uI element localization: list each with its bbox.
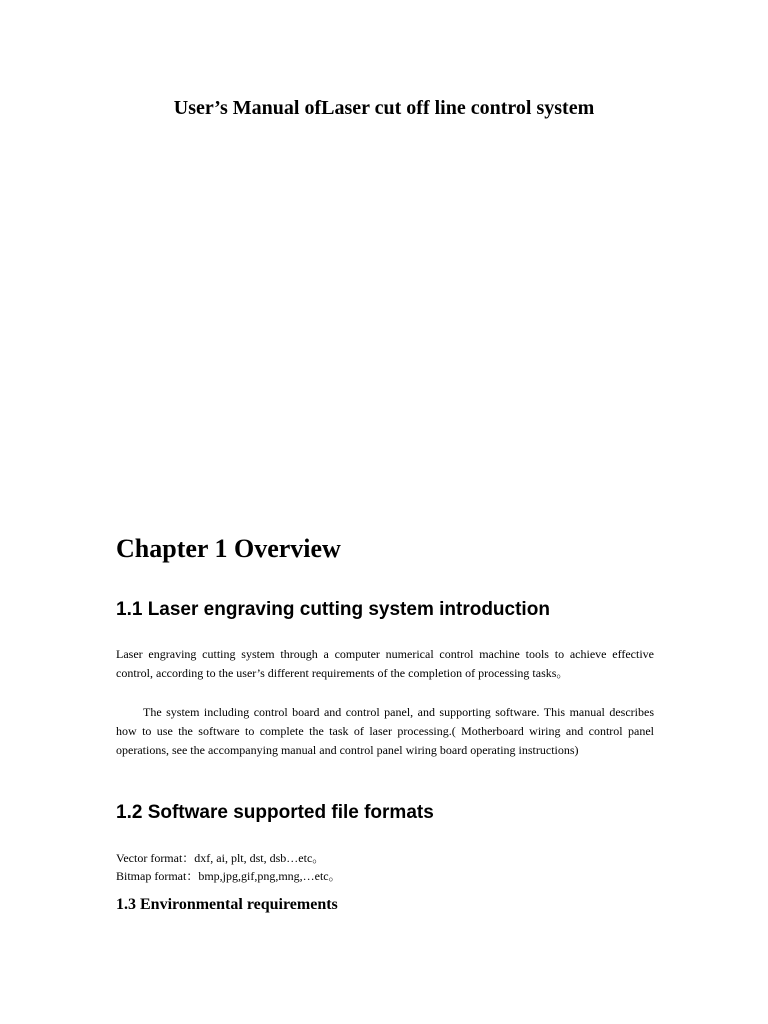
section-1-1-paragraph-1: Laser engraving cutting system through a computer numerical control machine tools to achieve effective control, according to the user’s different requirements of the completion of processing tasks。	[116, 647, 654, 680]
bitmap-format-line: Bitmap format：bmp,jpg,gif,png,mng,…etc。	[116, 869, 341, 883]
document-title: User’s Manual ofLaser cut off line control system	[173, 97, 595, 119]
section-1-3-heading: 1.3 Environmental requirements	[116, 896, 338, 913]
vector-format-line: Vector format：dxf, ai, plt, dst, dsb…etc。	[116, 851, 325, 865]
chapter-heading: Chapter 1 Overview	[116, 534, 341, 563]
section-1-1-heading: 1.1 Laser engraving cutting system introduction	[116, 599, 550, 620]
section-1-1-paragraph-2: The system including control board and control panel, and supporting software. This manual describes how to use the software to complete the task of laser processing.( Motherboard wiring and control panel operations, see the accompanying manual and control panel wiring board operating instructions)	[116, 705, 654, 757]
section-1-2-heading: 1.2 Software supported file formats	[116, 802, 434, 823]
